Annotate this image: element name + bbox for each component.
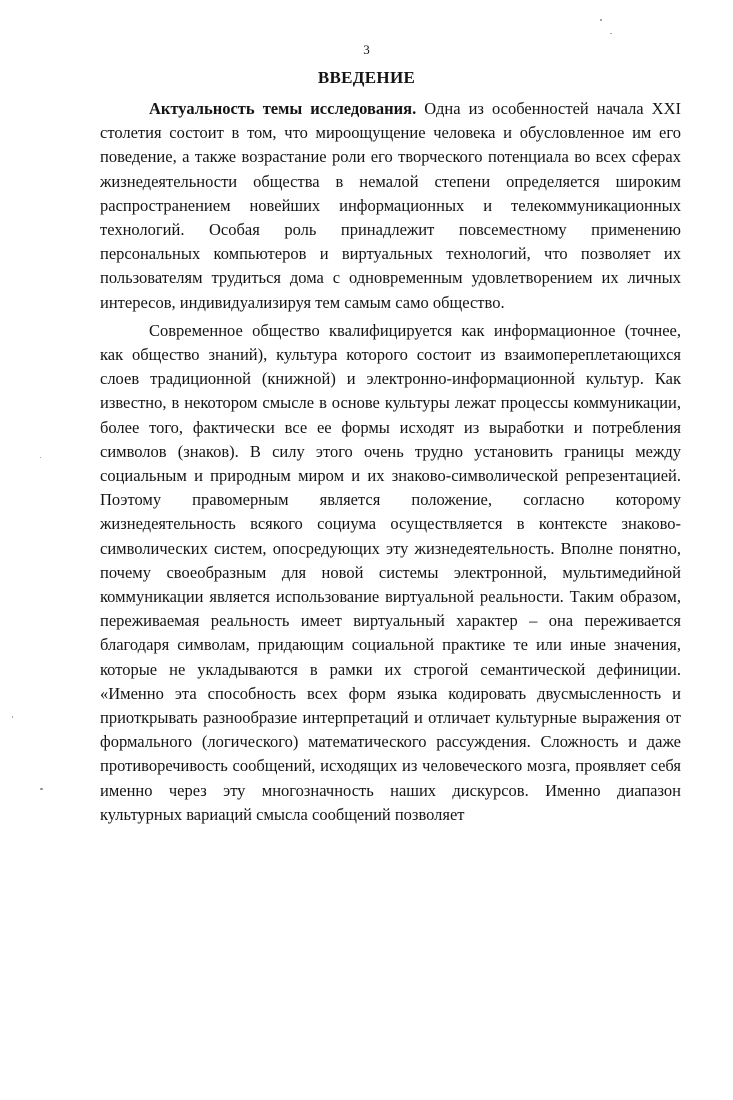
paragraph-lead: Актуальность темы исследования.	[149, 99, 417, 118]
section-title: ВВЕДЕНИЕ	[317, 68, 416, 87]
paragraph-relevance	[100, 97, 681, 315]
scan-speck	[40, 457, 41, 458]
scan-speck	[610, 33, 612, 34]
paragraph-text: Современное общество квалифицируется как информационное (точнее, как общество знаний), культура которого состоит из взаимопереплетающихся слоев традиционной (книжной) и электронно-информационной культур. Как известно, в некотором смысле в основе культуры лежат процессы коммуникации, более того, фактически все ее формы исходят из выработки и потребления символов (знаков). В силу этого очень трудно установить границы между социальным и природным миром и их знаково-символической репрезентацией. Поэтому правомерным является положение, согласно которому жизнедеятельность всякого социума осуществляется в контексте знаково-символических систем, опосредующих эту жизнедеятельность. Вполне понятно, почему своеобразным для новой системы электронной, мультимедийной коммуникации является использование виртуальной реальности. Таким образом, переживаемая реальность имеет виртуальный характер – она переживается благодаря символам, придающим социальной практике те или иные значения, которые не укладываются в рамки их строгой семантической дефиниции. «Именно эта способность всех форм языка кодировать двусмысленность и приоткрывать разнообразие интерпретаций и отличает культурные выражения от формального (логического) математического рассуждения. Сложность и даже противоречивость сообщений, исходящих из человеческого мозга, проявляет себя именно через эту многозначность наших дискурсов. Именно диапазон культурных вариаций смысла сообщений позволяет	[100, 320, 681, 824]
body-text	[100, 97, 681, 827]
scan-speck	[40, 788, 43, 790]
paragraph-text: Одна из особенностей начала XXI столетия состоит в том, что мироощущение человека и обусловленное им его поведение, а также возрастание роли его творческого потенциала во всех сферах жизнедеятельности общества в немалой степени определяется широким распространением новейших информационных и телекоммуникационных технологий. Особая роль принадлежит повсеместному применению персональных компьютеров и виртуальных технологий, что позволяет их пользователям трудиться дома с одновременным удовлетворением их личных интересов, индивидуализируя тем самым само общество.	[100, 99, 682, 312]
scan-speck	[12, 716, 13, 718]
page-number: 3	[363, 42, 370, 57]
paragraph-information-society	[100, 319, 681, 827]
scan-speck	[600, 19, 602, 21]
